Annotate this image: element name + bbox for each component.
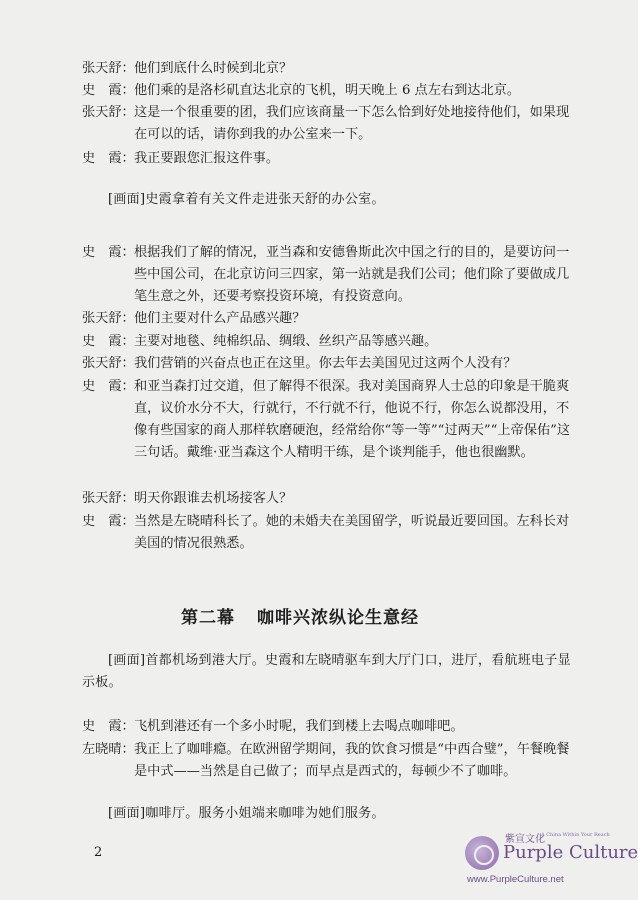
dialogue-text: 我正上了咖啡瘾。在欧洲留学期间，我的饮食习惯是“中西合璧”，午餐晚餐是中式——当然是自己做了；而早点是西式的，每顿少不了咖啡。	[134, 742, 570, 779]
dialogue-line	[82, 376, 582, 464]
logo-english-name: Purple Culture	[503, 842, 638, 863]
speaker-name: 史 霞：	[82, 151, 135, 166]
dialogue-text: 当然是左晓晴科长了。她的未婚夫在美国留学，听说最近要回国。左科长对美国的情况很熟悉。	[134, 514, 570, 551]
dialogue-text: 我们营销的兴奋点也正在这里。你去年去美国见过这两个人没有？	[134, 356, 517, 371]
dialogue-line	[82, 353, 582, 375]
dialogue-text: 根据我们了解的情况，亚当森和安德鲁斯此次中国之行的目的，是要访问一些中国公司，在北京访问三四家，第一站就是我们公司；他们除了要做成几笔生意之外，还要考察投资环境，有投资意向。	[134, 245, 570, 304]
dialogue-line	[82, 331, 582, 353]
dialogue-text: 他们到底什么时候到北京？	[134, 61, 293, 76]
act-number: 第二幕	[181, 608, 235, 628]
act-title	[0, 603, 600, 628]
speaker-name: 史 霞：	[82, 514, 135, 529]
logo-url: www.PurpleCulture.net	[467, 874, 564, 885]
dialogue-text: 主要对地毯、纯棉织品、绸缎、丝织产品等感兴趣。	[134, 334, 438, 349]
speaker-name: 张天舒：	[82, 356, 135, 371]
stage-direction: [画面]首都机场到港大厅。史霞和左晓晴驱车到大厅门口，进厅，看航班电子显示板。	[82, 653, 571, 690]
dialogue-line	[82, 80, 582, 102]
dialogue-line	[82, 716, 582, 738]
stage-direction: [画面]咖啡厅。服务小姐端来咖啡为她们服务。	[108, 806, 385, 821]
dialogue-text: 这是一个很重要的团，我们应该商量一下怎么恰到好处地接待他们，如果现在可以的话，请你到我的办公室来一下。	[134, 105, 570, 142]
act-name: 咖啡兴浓纵论生意经	[257, 608, 419, 628]
speaker-name: 史 霞：	[82, 83, 135, 98]
speaker-name: 张天舒：	[82, 61, 135, 76]
dialogue-line	[82, 308, 582, 330]
dialogue-line	[82, 148, 582, 170]
speaker-name: 张天舒：	[82, 311, 135, 326]
dialogue-line	[82, 58, 582, 80]
logo-tagline: A China Within Your Reach	[541, 832, 610, 838]
speaker-name: 史 霞：	[82, 245, 135, 260]
dialogue-line	[82, 488, 582, 510]
dialogue-text: 他们主要对什么产品感兴趣？	[134, 311, 306, 326]
dialogue-line	[82, 242, 582, 308]
dialogue-text: 我正要跟您汇报这件事。	[134, 151, 280, 166]
stage-direction: [画面]史霞拿着有关文件走进张天舒的办公室。	[108, 192, 385, 207]
dialogue-text: 和亚当森打过交道，但了解得不很深。我对美国商界人士总的印象是干脆爽直，议价水分不大，行就行，不行就不行，他说不行，你怎么说都没用，不像有些国家的商人那样软磨硬泡，经常给你“等一等”“过两天”“上帝保佑”这三句话。戴维·亚当森这个人精明干练，是个谈判能手，他也很幽默。	[134, 379, 571, 460]
speaker-name: 史 霞：	[82, 379, 135, 394]
speaker-name: 左晓晴：	[82, 742, 135, 757]
dialogue-text: 飞机到港还有一个多小时呢，我们到楼上去喝点咖啡吧。	[134, 719, 464, 734]
logo-chinese-name: 紫宣文化	[505, 834, 545, 845]
seal-icon	[465, 836, 499, 870]
dialogue-line	[82, 102, 582, 146]
dialogue-text: 明天你跟谁去机场接客人？	[134, 491, 293, 506]
page-number: 2	[94, 845, 103, 860]
speaker-name: 张天舒：	[82, 491, 135, 506]
speaker-name: 史 霞：	[82, 334, 135, 349]
dialogue-line	[82, 511, 582, 555]
speaker-name: 史 霞：	[82, 719, 135, 734]
publisher-logo[interactable]	[465, 830, 638, 892]
dialogue-line	[82, 739, 582, 783]
speaker-name: 张天舒：	[82, 105, 135, 120]
dialogue-text: 他们乘的是洛杉矶直达北京的飞机，明天晚上 6 点左右到达北京。	[134, 83, 521, 98]
